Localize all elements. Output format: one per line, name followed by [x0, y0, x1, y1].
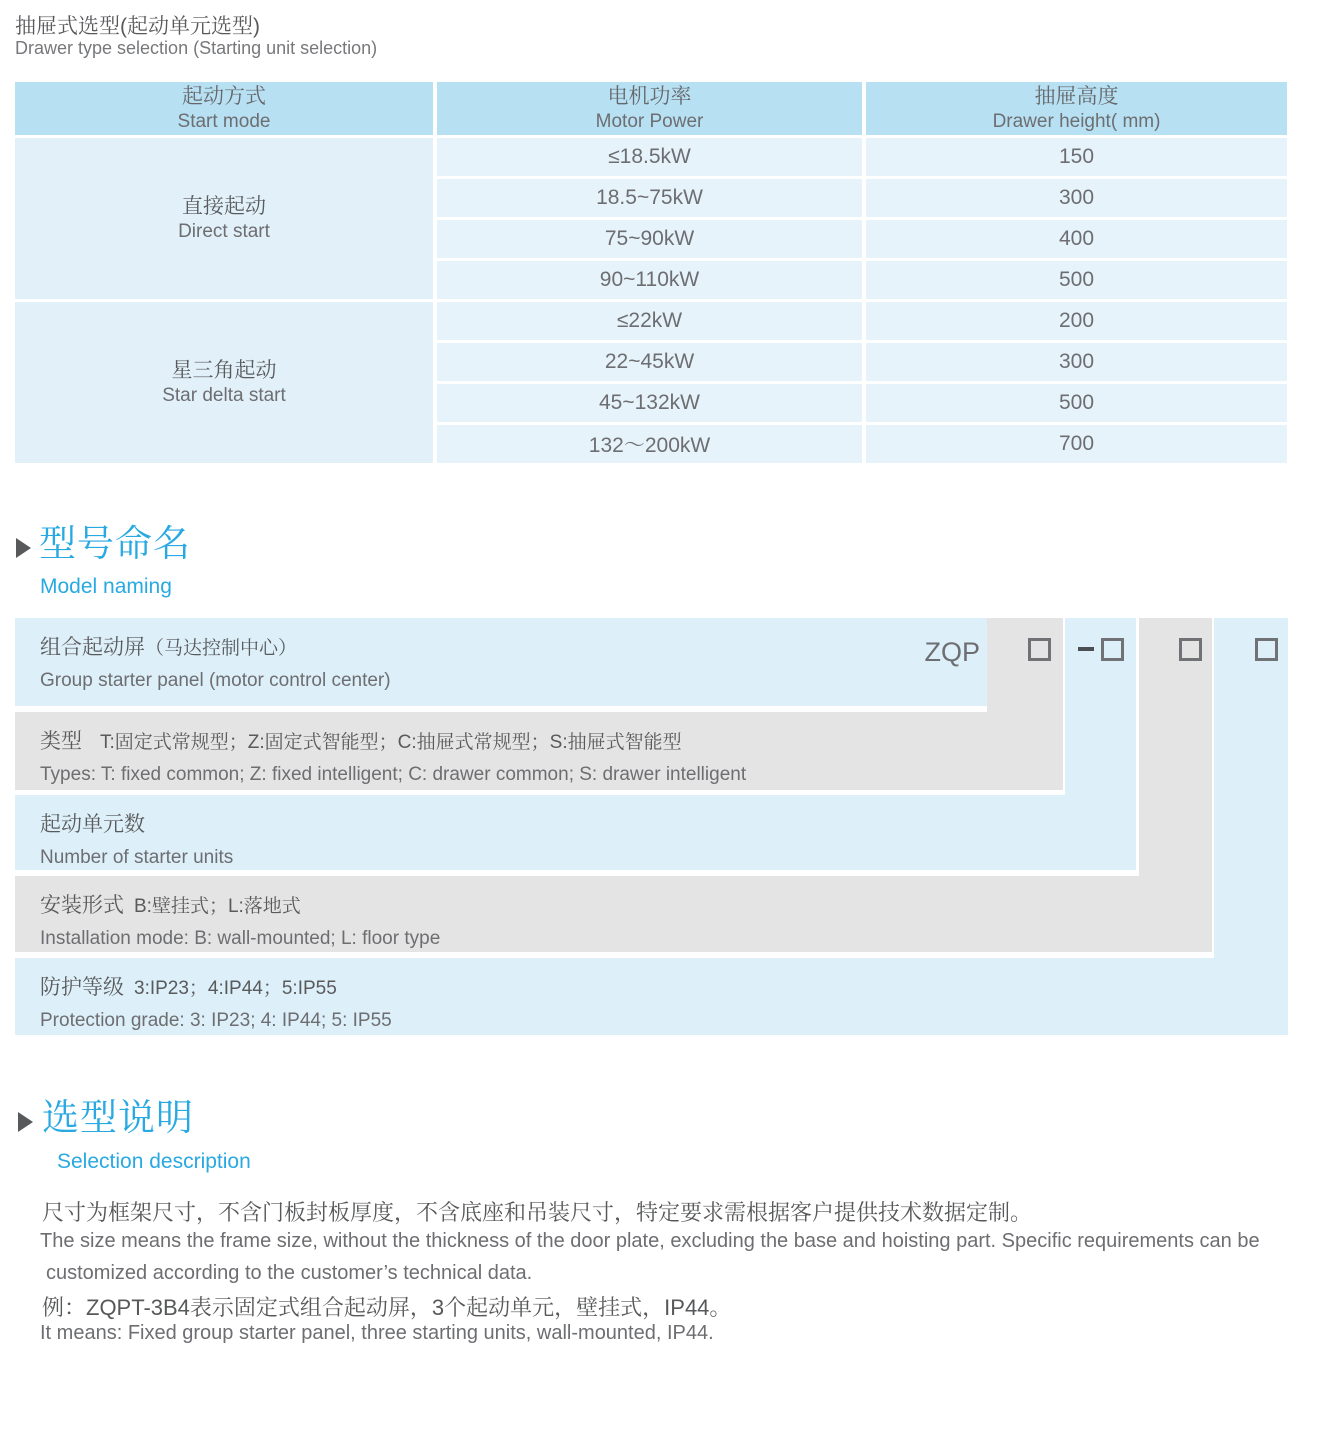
start-mode-cell-star-delta: [15, 302, 433, 463]
band-label-cn: 组合起动屏: [40, 636, 145, 659]
model-code: ZQP: [924, 637, 980, 667]
description-line: 例：ZQPT-3B4表示固定式组合起动屏，3个起动单元，壁挂式，IP44。: [42, 1295, 732, 1320]
column-header-drawer-height: [866, 82, 1287, 135]
band-starter-units: [15, 795, 1136, 870]
height-cell: 400: [866, 220, 1287, 258]
band-detail-cn: T:固定式常规型；Z:固定式智能型；C:抽屉式常规型；S:抽屉式智能型: [100, 732, 682, 753]
height-cell: 500: [866, 384, 1287, 422]
description-line: 尺寸为框架尺寸，不含门板封板厚度，不含底座和吊装尺寸，特定要求需根据客户提供技术数据定制。: [42, 1200, 1033, 1225]
band-detail-cn: （马达控制中心）: [145, 638, 298, 659]
model-code-box: [1101, 638, 1124, 661]
band-types: [15, 712, 1063, 790]
power-cell: 90~110kW: [437, 261, 862, 299]
section-title-en: Selection description: [57, 1150, 251, 1173]
band-label-cn: 类型: [40, 730, 82, 753]
power-cell: 45~132kW: [437, 384, 862, 422]
band-installation: [15, 876, 1212, 952]
start-mode-en: Star delta start: [162, 385, 286, 406]
section-title-cn: 选型说明: [42, 1097, 194, 1138]
band-label-en: Protection grade: 3: IP23; 4: IP44; 5: IP55: [40, 1010, 392, 1031]
height-cell: 200: [866, 302, 1287, 340]
description-line: It means: Fixed group starter panel, three starting units, wall-mounted, IP44.: [40, 1322, 714, 1344]
code-box-slot-units: [1065, 636, 1136, 662]
column-header-start-mode: [15, 82, 433, 135]
column-header-en: Start mode: [177, 111, 271, 132]
start-mode-cn: 星三角起动: [171, 359, 277, 382]
description-line: customized according to the customer’s technical data.: [46, 1262, 533, 1284]
height-cell: 700: [866, 425, 1287, 463]
height-cell: 300: [866, 179, 1287, 217]
height-cell: 500: [866, 261, 1287, 299]
power-cell: 22~45kW: [437, 343, 862, 381]
column-header-cn: 起动方式: [182, 85, 266, 108]
column-header-en: Motor Power: [595, 111, 704, 132]
band-label-cn: 防护等级: [40, 976, 124, 999]
band-label-en: Number of starter units: [40, 847, 234, 868]
band-label-en: Group starter panel (motor control center): [40, 670, 391, 691]
height-cell: 300: [866, 343, 1287, 381]
section-title-en: Model naming: [40, 575, 172, 598]
selection-table: [15, 82, 1287, 463]
start-mode-en: Direct start: [178, 221, 270, 242]
section-arrow-icon: [16, 538, 31, 558]
model-code-box: [1255, 638, 1278, 661]
band-protection: [15, 958, 1288, 1035]
band-detail-cn: 3:IP23；4:IP44；5:IP55: [134, 978, 337, 999]
column-header-cn: 电机功率: [607, 85, 692, 108]
band-label-cn: 起动单元数: [40, 813, 145, 836]
power-cell: 132～200kW: [437, 425, 862, 463]
band-label-en: Types: T: fixed common; Z: fixed intelligent; C: drawer common; S: drawer intelligent: [40, 764, 747, 785]
start-mode-cell-direct: [15, 138, 433, 299]
page-title-en: Drawer type selection (Starting unit selection): [15, 38, 378, 58]
code-box-slot-installation: [1154, 636, 1226, 662]
column-header-motor-power: [437, 82, 862, 135]
column-header-cn: 抽屉高度: [1034, 85, 1119, 108]
page-title-cn: 抽屉式选型(起动单元选型): [15, 15, 260, 38]
model-naming-diagram: [15, 618, 1288, 1035]
section-title-cn: 型号命名: [39, 523, 191, 564]
description-line: The size means the frame size, without the thickness of the door plate, excluding the base and hoisting part. Specific requirements can be: [40, 1230, 1260, 1252]
band-detail-cn: B:壁挂式；L:落地式: [134, 896, 301, 917]
dash-icon: [1078, 647, 1094, 651]
band-group-starter-panel: [15, 618, 987, 706]
power-cell: 18.5~75kW: [437, 179, 862, 217]
height-cell: 150: [866, 138, 1287, 176]
section-arrow-icon: [18, 1112, 33, 1132]
model-code-box: [1179, 638, 1202, 661]
band-label-cn: 安装形式: [40, 894, 124, 917]
power-cell: ≤22kW: [437, 302, 862, 340]
power-cell: 75~90kW: [437, 220, 862, 258]
band-label-en: Installation mode: B: wall-mounted; L: floor type: [40, 928, 441, 949]
model-code-box: [1028, 638, 1051, 661]
column-header-en: Drawer height( mm): [992, 111, 1161, 132]
start-mode-cn: 直接起动: [182, 195, 266, 218]
power-cell: ≤18.5kW: [437, 138, 862, 176]
code-box-slot-protection: [1229, 636, 1303, 662]
